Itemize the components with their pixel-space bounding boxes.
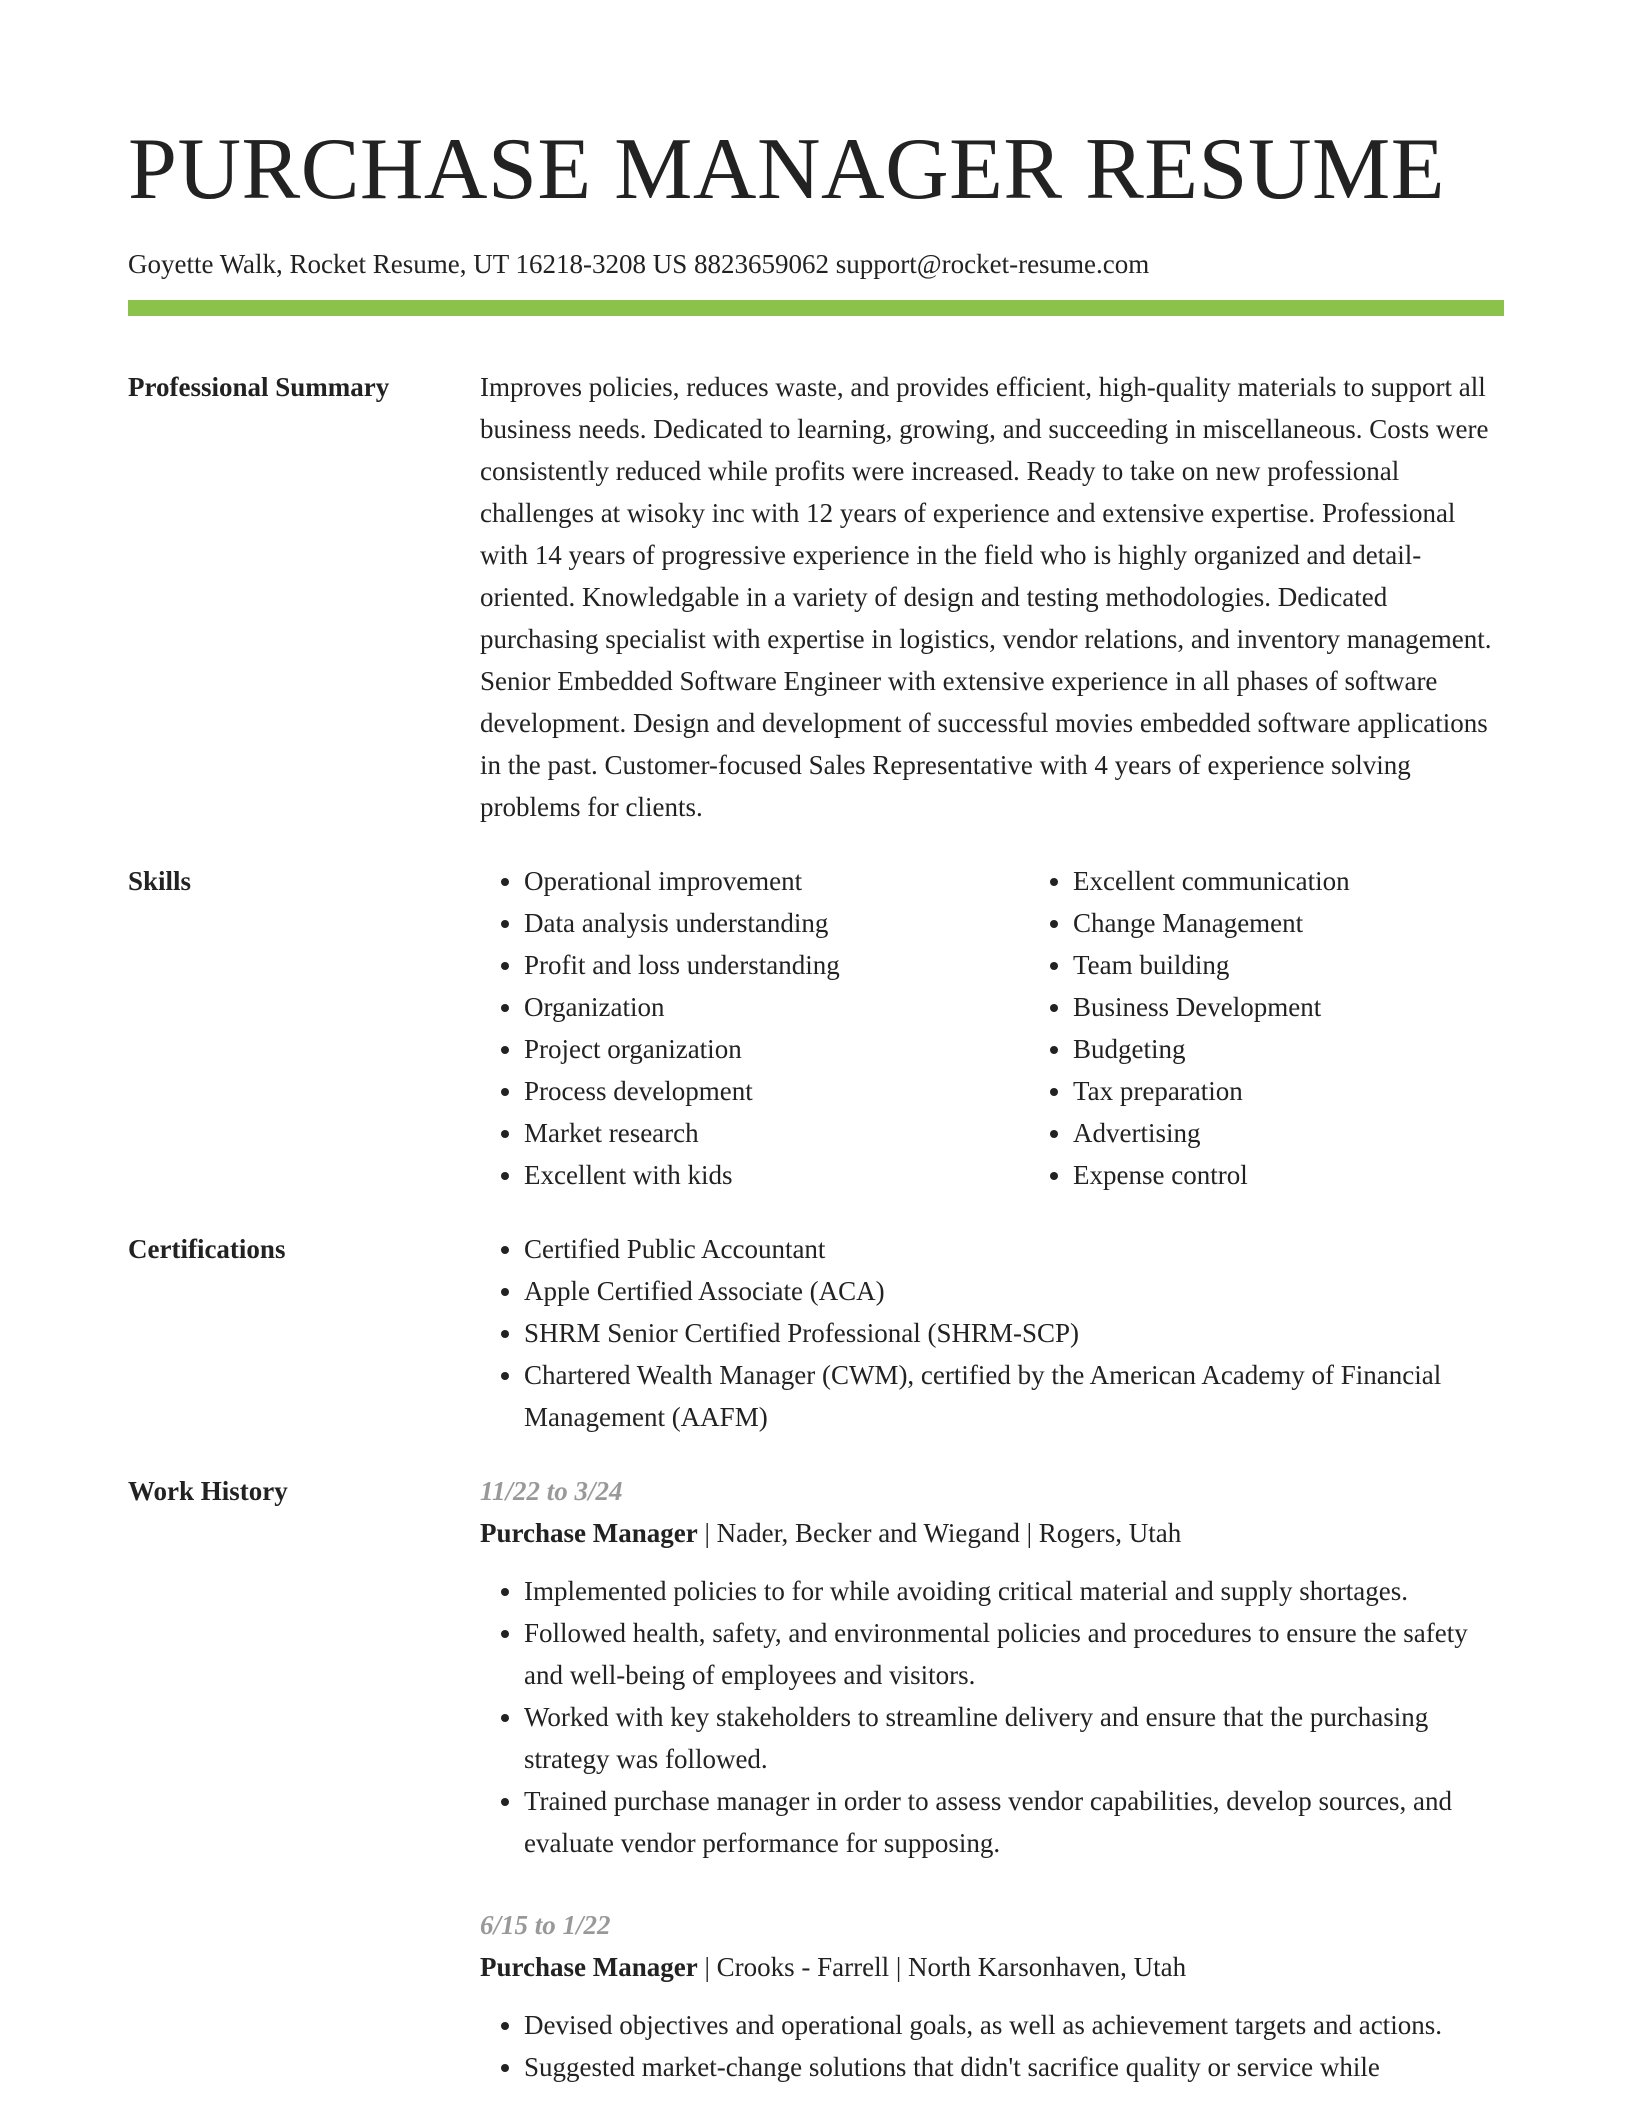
skill-item: • Profit and loss understanding xyxy=(524,944,1029,986)
skill-item: • Change Management xyxy=(1073,902,1504,944)
job-bullet: • Implemented policies to for while avoiding critical material and supply shortages. xyxy=(524,1570,1504,1612)
skill-item: • Operational improvement xyxy=(524,860,1029,902)
certifications-body xyxy=(480,1228,1504,1438)
skill-item: • Team building xyxy=(1073,944,1504,986)
certification-item: • Chartered Wealth Manager (CWM), certified by the American Academy of Financial Management (AAFM) xyxy=(524,1354,1504,1438)
skills-section xyxy=(128,860,1504,1196)
skill-item: • Excellent with kids xyxy=(524,1154,1029,1196)
job-employer-location: | Nader, Becker and Wiegand | Rogers, Utah xyxy=(697,1518,1182,1548)
job-title: Purchase Manager xyxy=(480,1518,698,1548)
job-bullet: • Trained purchase manager in order to assess vendor capabilities, develop sources, and evaluate vendor performance for supposing. xyxy=(524,1780,1504,1864)
skill-item: • Excellent communication xyxy=(1073,860,1504,902)
skills-list-left xyxy=(480,860,1029,1196)
job-dates: 6/15 to 1/22 xyxy=(480,1910,611,1940)
job-heading xyxy=(480,1512,1504,1554)
summary-body xyxy=(480,366,1504,828)
certification-item: • Certified Public Accountant xyxy=(524,1228,1504,1270)
job-bullet: • Suggested market-change solutions that didn't sacrifice quality or service while xyxy=(524,2046,1504,2088)
contact-line: Goyette Walk, Rocket Resume, UT 16218-3208 US 8823659062 support@rocket-resume.com xyxy=(128,249,1150,279)
skill-item: • Data analysis understanding xyxy=(524,902,1029,944)
certifications-label: Certifications xyxy=(128,1234,286,1264)
job-bullet: • Devised objectives and operational goals, as well as achievement targets and actions. xyxy=(524,2004,1504,2046)
job-entry xyxy=(480,1470,1504,1864)
certification-item: • SHRM Senior Certified Professional (SHRM-SCP) xyxy=(524,1312,1504,1354)
skill-item: • Advertising xyxy=(1073,1112,1504,1154)
skill-item: • Project organization xyxy=(524,1028,1029,1070)
job-employer-location: | Crooks - Farrell | North Karsonhaven, Utah xyxy=(697,1952,1187,1982)
summary-label: Professional Summary xyxy=(128,372,390,402)
skill-item: • Organization xyxy=(524,986,1029,1028)
skill-item: • Budgeting xyxy=(1073,1028,1504,1070)
skill-item: • Business Development xyxy=(1073,986,1504,1028)
job-dates: 11/22 to 3/24 xyxy=(480,1476,623,1506)
resume-title: PURCHASE MANAGER RESUME xyxy=(128,121,1446,218)
skill-item: • Tax preparation xyxy=(1073,1070,1504,1112)
job-bullet: • Followed health, safety, and environmental policies and procedures to ensure the safety and well-being of employees and visitors. xyxy=(524,1612,1504,1696)
certification-item: • Apple Certified Associate (ACA) xyxy=(524,1270,1504,1312)
skills-label: Skills xyxy=(128,866,192,896)
header-divider xyxy=(128,300,1504,316)
work-history-section xyxy=(128,1470,1504,2088)
job-title: Purchase Manager xyxy=(480,1952,698,1982)
skills-columns xyxy=(480,860,1504,1196)
certifications-list xyxy=(480,1228,1504,1438)
job-entry xyxy=(480,1904,1504,2088)
job-bullets xyxy=(480,1570,1504,1864)
summary-section xyxy=(128,366,1504,828)
skill-item: • Expense control xyxy=(1073,1154,1504,1196)
certifications-section xyxy=(128,1228,1504,1438)
work-history-label: Work History xyxy=(128,1476,288,1506)
job-bullet: • Worked with key stakeholders to streamline delivery and ensure that the purchasing strategy was followed. xyxy=(524,1696,1504,1780)
skill-item: • Process development xyxy=(524,1070,1029,1112)
work-history-body xyxy=(480,1470,1504,2088)
skill-item: • Market research xyxy=(524,1112,1029,1154)
summary-text: Improves policies, reduces waste, and provides efficient, high-quality materials to support all business needs. Dedicated to learning, growing, and succeeding in miscellaneous. Costs were consistently reduced while profits were increased. Ready to take on new professional challenges at wisoky inc with 12 years of experience and extensive expertise. Professional with 14 years of progressive experience in the field who is highly organized and detail-oriented. Knowledgable in a variety of design and testing methodologies. Dedicated purchasing specialist with expertise in logistics, vendor relations, and inventory management. Senior Embedded Software Engineer with extensive experience in all phases of software development. Design and development of successful movies embedded software applications in the past. Customer-focused Sales Representative with 4 years of experience solving problems for clients. xyxy=(480,372,1492,822)
skills-list-right xyxy=(1029,860,1504,1196)
job-bullets xyxy=(480,2004,1504,2088)
job-heading xyxy=(480,1946,1504,1988)
